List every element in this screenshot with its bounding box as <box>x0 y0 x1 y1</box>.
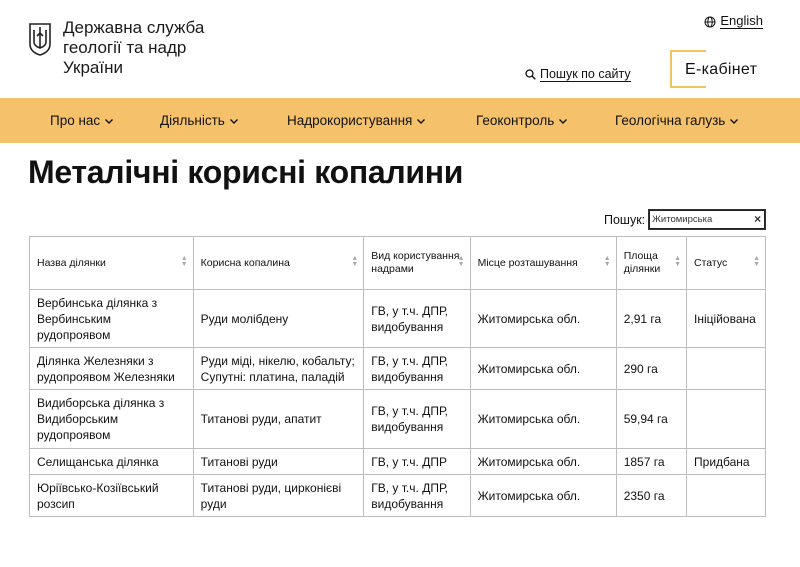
cell-location: Житомирська обл. <box>470 290 616 348</box>
deposits-table <box>29 236 766 517</box>
nav-item-label: Про нас <box>50 113 101 128</box>
site-search-label: Пошук по сайту <box>540 67 631 81</box>
cell-mineral: Титанові руди, цирконієві руди <box>193 475 364 517</box>
cell-area: 2350 га <box>616 475 686 517</box>
e-cabinet-button[interactable] <box>670 50 762 88</box>
cell-status: Ініційована <box>687 290 766 348</box>
sort-icon: ▲ ▼ <box>351 255 359 268</box>
sort-icon: ▲ ▼ <box>180 255 188 268</box>
chevron-down-icon <box>558 116 568 126</box>
language-switch-link[interactable] <box>704 14 763 29</box>
language-link-label: English <box>720 13 763 28</box>
table-search-input[interactable] <box>649 210 765 229</box>
cell-status <box>687 390 766 449</box>
column-header-site-name[interactable] <box>30 237 194 290</box>
sort-icon: ▲ ▼ <box>603 255 611 268</box>
chevron-down-icon <box>416 116 426 126</box>
cell-usage-type: ГВ, у т.ч. ДПР <box>364 449 470 475</box>
column-header-usage-type[interactable] <box>364 237 470 290</box>
page-title: Металічні корисні копалини <box>28 154 464 190</box>
chevron-down-icon <box>229 116 239 126</box>
nav-item-label: Геологічна галузь <box>615 113 726 128</box>
cell-site-name: Селищанська ділянка <box>30 449 194 475</box>
cell-location: Житомирська обл. <box>470 390 616 449</box>
chevron-down-icon <box>104 116 114 126</box>
site-header <box>0 0 800 98</box>
cell-usage-type: ГВ, у т.ч. ДПР, видобування <box>364 348 470 390</box>
sort-icon: ▲ ▼ <box>753 255 760 268</box>
table-row <box>30 390 766 449</box>
column-header-label: Площа ділянки <box>623 250 661 275</box>
column-header-label: Вид користування надрами <box>371 250 460 275</box>
globe-icon <box>704 16 716 28</box>
org-name[interactable] <box>63 18 263 78</box>
e-cabinet-label: Е-кабінет <box>685 61 758 78</box>
cell-site-name: Ділянка Железняки з рудопроявом Железняки <box>30 348 194 390</box>
nav-item-subsoil-use[interactable] <box>287 113 426 128</box>
sort-icon: ▲ ▼ <box>674 255 682 268</box>
sort-icon: ▲ ▼ <box>457 255 465 268</box>
nav-item-label: Геоконтроль <box>476 113 555 128</box>
table-row <box>30 475 766 517</box>
cell-status <box>687 475 766 517</box>
cell-site-name: Юріївсько-Козіївський розсип <box>30 475 194 517</box>
cell-mineral: Руди молібдену <box>193 290 364 348</box>
table-search <box>604 210 765 229</box>
chevron-down-icon <box>729 116 739 126</box>
cell-location: Житомирська обл. <box>470 475 616 517</box>
cell-site-name: Видиборська ділянка з Видиборським рудопроявом <box>30 390 194 449</box>
cell-mineral: Титанові руди, апатит <box>193 390 364 449</box>
cell-location: Житомирська обл. <box>470 348 616 390</box>
table-search-label: Пошук: <box>604 212 646 227</box>
column-header-location[interactable] <box>470 237 616 290</box>
org-name-line2: геології та надр <box>63 38 187 57</box>
column-header-status[interactable] <box>687 237 766 290</box>
table-row <box>30 449 766 475</box>
cell-status <box>687 348 766 390</box>
column-header-area[interactable] <box>616 237 686 290</box>
nav-item-about[interactable] <box>50 113 114 128</box>
search-icon <box>525 69 536 80</box>
column-header-label: Корисна копалина <box>200 256 290 269</box>
nav-item-activity[interactable] <box>160 113 239 128</box>
cell-status: Придбана <box>687 449 766 475</box>
main-nav <box>0 98 800 143</box>
nav-item-geocontrol[interactable] <box>476 113 568 128</box>
cell-mineral: Руди міді, нікелю, кобальту; Супутні: платина, паладій <box>193 348 364 390</box>
column-header-mineral[interactable] <box>193 237 364 290</box>
coat-of-arms-icon[interactable] <box>28 22 52 56</box>
cell-mineral: Титанові руди <box>193 449 364 475</box>
cell-site-name: Вербинська ділянка з Вербинським рудопроявом <box>30 290 194 348</box>
nav-item-label: Надрокористування <box>287 113 413 128</box>
cell-location: Житомирська обл. <box>470 449 616 475</box>
table-row <box>30 290 766 348</box>
table-row <box>30 348 766 390</box>
cell-usage-type: ГВ, у т.ч. ДПР, видобування <box>364 475 470 517</box>
clear-search-icon[interactable]: × <box>754 212 762 226</box>
nav-item-label: Діяльність <box>160 113 225 128</box>
org-name-line3: України <box>63 58 123 77</box>
site-search-link[interactable] <box>525 67 631 82</box>
table-search-value: Житомирська <box>652 214 713 225</box>
cell-area: 2,91 га <box>616 290 686 348</box>
cell-usage-type: ГВ, у т.ч. ДПР, видобування <box>364 390 470 449</box>
cell-area: 1857 га <box>616 449 686 475</box>
cell-area: 290 га <box>616 348 686 390</box>
table-header-row <box>30 237 766 290</box>
nav-item-geology-industry[interactable] <box>615 113 739 128</box>
column-header-label: Статус <box>694 256 728 269</box>
column-header-label: Назва ділянки <box>37 256 106 269</box>
column-header-label: Місце розташування <box>477 256 578 269</box>
org-name-line1: Державна служба <box>63 18 205 37</box>
cell-usage-type: ГВ, у т.ч. ДПР, видобування <box>364 290 470 348</box>
cell-area: 59,94 га <box>616 390 686 449</box>
